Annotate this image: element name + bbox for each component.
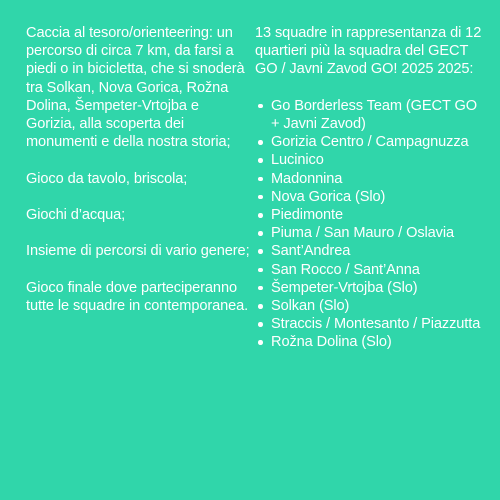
team-list — [255, 97, 487, 352]
team-item: San Rocco / Sant’Anna — [255, 261, 487, 279]
activity-courses: Insieme di percorsi di vario genere; — [26, 243, 250, 260]
team-item: Sant’Andrea — [255, 242, 487, 260]
activity-treasure-hunt: Caccia al tesoro/orienteering: un percorso di circa 7 km, da farsi a piedi o in bicicletta, che si snoderà tra Solkan, Nova Gorica, Rožna Dolina, Šempeter-Vrtojba e Gorizia, alla scoperta dei monumenti e della nostra storia; — [26, 25, 245, 151]
spacer — [255, 79, 487, 97]
team-item: Piuma / San Mauro / Oslavia — [255, 224, 487, 242]
team-item: Šempeter-Vrtojba (Slo) — [255, 279, 487, 297]
team-item: Solkan (Slo) — [255, 297, 487, 315]
spacer — [26, 188, 252, 206]
team-item: Go Borderless Team (GECT GO + Javni Zavod) — [255, 97, 487, 133]
team-item: Piedimonte — [255, 206, 487, 224]
team-item: Straccis / Montesanto / Piazzutta — [255, 315, 487, 333]
spacer — [26, 224, 252, 242]
team-item: Nova Gorica (Slo) — [255, 188, 487, 206]
team-item: Rožna Dolina (Slo) — [255, 333, 487, 351]
activity-board-game: Gioco da tavolo, briscola; — [26, 170, 188, 187]
teams-column — [255, 24, 487, 352]
teams-intro: 13 squadre in rappresentanza di 12 quartieri più la squadra del GECT GO / Javni Zavod GO! 2025 2025: — [255, 25, 482, 78]
spacer — [26, 151, 252, 169]
activity-final-game: Gioco finale dove parteciperanno tutte le squadre in contemporanea. — [26, 279, 249, 314]
team-item: Gorizia Centro / Campagnuzza — [255, 133, 487, 151]
team-item: Madonnina — [255, 170, 487, 188]
activities-column — [26, 24, 252, 315]
spacer — [26, 261, 252, 279]
team-item: Lucinico — [255, 151, 487, 169]
activity-water-games: Giochi d’acqua; — [26, 207, 126, 223]
